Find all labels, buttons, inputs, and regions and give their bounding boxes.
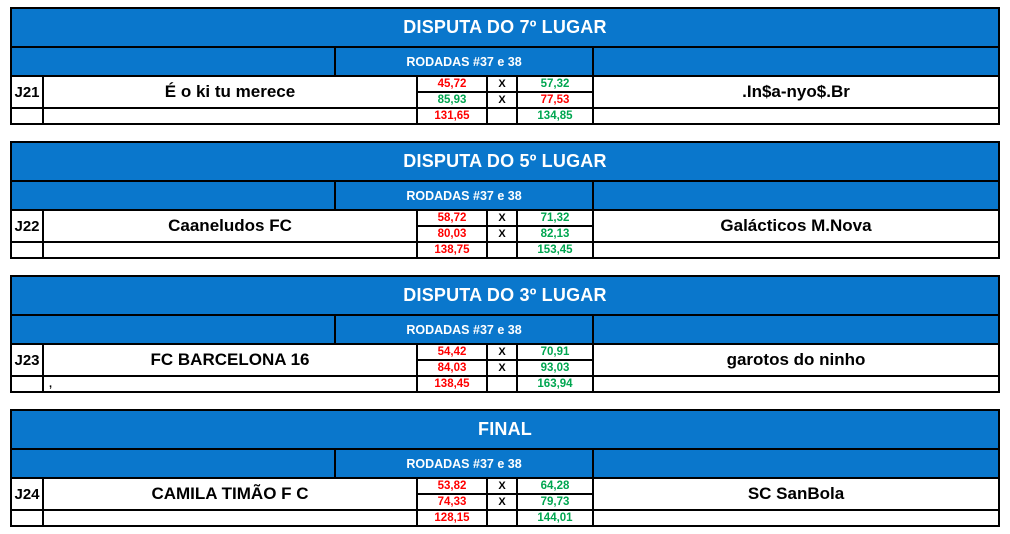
bracket-final — [10, 409, 1000, 527]
versus-mark: X — [488, 361, 516, 375]
bracket-title: DISPUTA DO 5º LUGAR — [12, 143, 998, 180]
empty-cell — [12, 377, 42, 391]
empty-cell — [594, 377, 998, 391]
rounds-subtitle: RODADAS #37 e 38 — [336, 48, 592, 75]
versus-mark: X — [488, 211, 516, 225]
round2-team2-score: 77,53 — [518, 93, 592, 107]
round1-team1-score: 53,82 — [418, 479, 486, 493]
versus-mark: X — [488, 495, 516, 509]
round1-team1-score: 54,42 — [418, 345, 486, 359]
team2-total: 153,45 — [518, 243, 592, 257]
rounds-subtitle: RODADAS #37 e 38 — [336, 316, 592, 343]
team2-name: garotos do ninho — [594, 345, 998, 375]
empty-cell — [594, 511, 998, 525]
subtitle-spacer-right — [594, 48, 998, 75]
versus-mark: X — [488, 345, 516, 359]
round1-team1-score: 45,72 — [418, 77, 486, 91]
bracket-3rd-place — [10, 275, 1000, 393]
empty-cell — [488, 109, 516, 123]
subtitle-spacer-left — [12, 182, 334, 209]
bracket-title: DISPUTA DO 3º LUGAR — [12, 277, 998, 314]
team1-total: 138,75 — [418, 243, 486, 257]
subtitle-spacer-left — [12, 316, 334, 343]
versus-mark: X — [488, 479, 516, 493]
round2-team1-score: 80,03 — [418, 227, 486, 241]
subtitle-spacer-right — [594, 316, 998, 343]
empty-cell — [594, 243, 998, 257]
round2-team2-score: 93,03 — [518, 361, 592, 375]
playoff-sheet — [10, 7, 1010, 527]
subtitle-spacer-left — [12, 48, 334, 75]
versus-mark: X — [488, 93, 516, 107]
round1-team2-score: 71,32 — [518, 211, 592, 225]
empty-cell — [12, 511, 42, 525]
versus-mark: X — [488, 77, 516, 91]
rounds-subtitle: RODADAS #37 e 38 — [336, 450, 592, 477]
team2-total: 144,01 — [518, 511, 592, 525]
match-id: J22 — [12, 211, 42, 241]
match-id: J24 — [12, 479, 42, 509]
team2-name: Galácticos M.Nova — [594, 211, 998, 241]
subtitle-spacer-right — [594, 450, 998, 477]
note-cell — [44, 109, 416, 123]
team2-total: 163,94 — [518, 377, 592, 391]
versus-mark: X — [488, 227, 516, 241]
team1-name: CAMILA TIMÃO F C — [44, 479, 416, 509]
round1-team2-score: 57,32 — [518, 77, 592, 91]
rounds-subtitle: RODADAS #37 e 38 — [336, 182, 592, 209]
bracket-7th-place — [10, 7, 1000, 125]
round1-team2-score: 64,28 — [518, 479, 592, 493]
round2-team1-score: 85,93 — [418, 93, 486, 107]
round2-team2-score: 79,73 — [518, 495, 592, 509]
note-cell: , — [44, 377, 416, 391]
team1-name: FC BARCELONA 16 — [44, 345, 416, 375]
team2-total: 134,85 — [518, 109, 592, 123]
empty-cell — [488, 377, 516, 391]
round1-team1-score: 58,72 — [418, 211, 486, 225]
team1-total: 131,65 — [418, 109, 486, 123]
round2-team1-score: 84,03 — [418, 361, 486, 375]
match-id: J21 — [12, 77, 42, 107]
empty-cell — [594, 109, 998, 123]
note-cell — [44, 511, 416, 525]
empty-cell — [488, 511, 516, 525]
bracket-5th-place — [10, 141, 1000, 259]
subtitle-spacer-right — [594, 182, 998, 209]
bracket-title: FINAL — [12, 411, 998, 448]
empty-cell — [12, 109, 42, 123]
team2-name: .In$a-nyo$.Br — [594, 77, 998, 107]
team1-total: 138,45 — [418, 377, 486, 391]
round1-team2-score: 70,91 — [518, 345, 592, 359]
empty-cell — [12, 243, 42, 257]
bracket-title: DISPUTA DO 7º LUGAR — [12, 9, 998, 46]
round2-team2-score: 82,13 — [518, 227, 592, 241]
team1-name: Caaneludos FC — [44, 211, 416, 241]
subtitle-spacer-left — [12, 450, 334, 477]
empty-cell — [488, 243, 516, 257]
round2-team1-score: 74,33 — [418, 495, 486, 509]
team1-total: 128,15 — [418, 511, 486, 525]
match-id: J23 — [12, 345, 42, 375]
team1-name: É o ki tu merece — [44, 77, 416, 107]
note-cell — [44, 243, 416, 257]
team2-name: SC SanBola — [594, 479, 998, 509]
